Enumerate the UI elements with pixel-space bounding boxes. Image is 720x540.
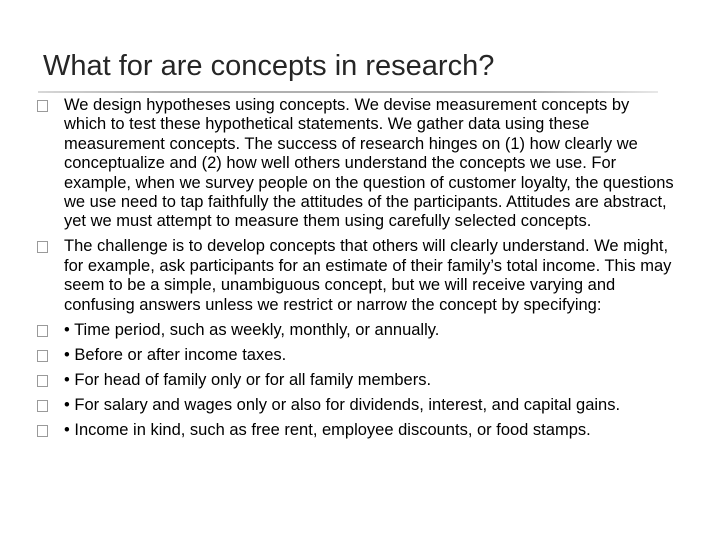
bullet-item xyxy=(36,371,676,390)
bullet-item xyxy=(36,396,676,415)
bullet-text: • For head of family only or for all family members. xyxy=(64,370,432,389)
bullet-item xyxy=(36,237,676,315)
bullet-text: • Income in kind, such as free rent, employee discounts, or food stamps. xyxy=(64,420,591,439)
title-divider xyxy=(38,91,658,93)
bullet-text: • Time period, such as weekly, monthly, or annually. xyxy=(64,320,440,339)
bullet-marker-icon xyxy=(37,241,48,253)
bullet-text: • Before or after income taxes. xyxy=(64,345,287,364)
bullet-marker-icon xyxy=(37,350,48,362)
bullet-marker-icon xyxy=(37,400,48,412)
bullet-text: We design hypotheses using concepts. We devise measurement concepts by which to test these hypothetical statements. We gather data using these measurement concepts. The success of research hinges on (1) how clearly we conceptualize and (2) how well others understand the concepts we use. For example, when we survey people on the question of customer loyalty, the questions we use need to tap faithfully the attitudes of the participants. Attitudes are abstract, yet we must attempt to measure them using carefully selected concepts. xyxy=(64,96,674,231)
bullet-list xyxy=(36,96,676,446)
bullet-text: The challenge is to develop concepts that others will clearly understand. We might, for example, ask participants for an estimate of their family’s total income. This may seem to be a simple, unambiguous concept, but we will receive varying and confusing answers unless we restrict or narrow the concept by specifying: xyxy=(64,237,672,314)
bullet-item xyxy=(36,421,676,440)
bullet-item xyxy=(36,321,676,340)
bullet-text: • For salary and wages only or also for dividends, interest, and capital gains. xyxy=(64,395,621,414)
bullet-marker-icon xyxy=(37,375,48,387)
bullet-marker-icon xyxy=(37,325,48,337)
slide-title: What for are concepts in research? xyxy=(43,50,495,82)
bullet-item xyxy=(36,96,676,232)
bullet-marker-icon xyxy=(37,100,48,112)
bullet-item xyxy=(36,346,676,365)
bullet-marker-icon xyxy=(37,425,48,437)
